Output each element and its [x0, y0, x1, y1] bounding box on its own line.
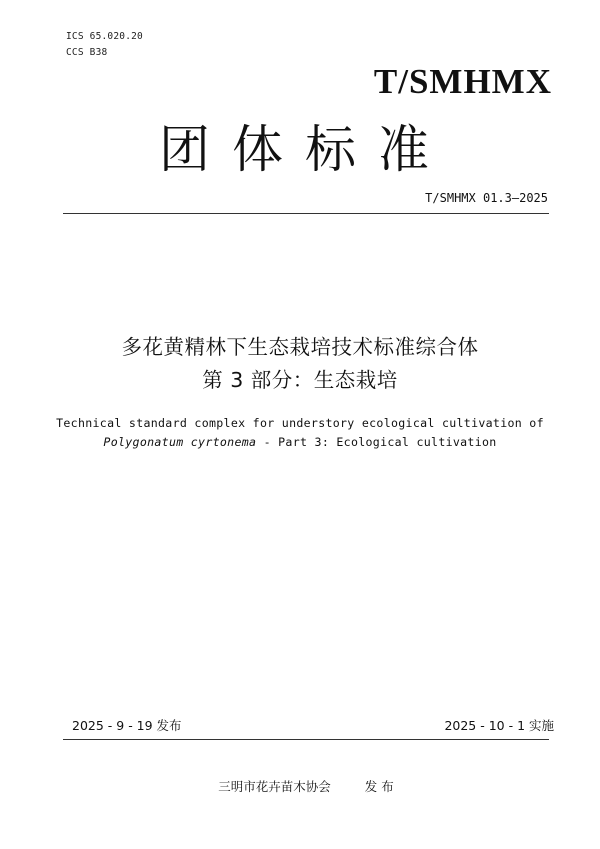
english-title-line-1: Technical standard complex for understory ecological cultivation of — [56, 416, 544, 430]
species-name: Polygonatum cyrtonema — [103, 435, 257, 449]
publisher-line — [0, 777, 600, 795]
standard-number: T/SMHMX 01.3—2025 — [425, 191, 548, 205]
english-title-line-2 — [0, 435, 600, 449]
ics-code: ICS 65.020.20 — [66, 31, 143, 42]
chinese-title-line-1: 多花黄精林下生态栽培技术标准综合体 — [121, 335, 479, 359]
publish-word: 发 布 — [364, 779, 394, 794]
chinese-title-line-2: 第 3 部分：生态栽培 — [202, 368, 398, 392]
standard-type-title: 团体标准 — [158, 121, 451, 180]
bottom-divider — [63, 739, 549, 740]
publish-date: 2025 - 9 - 19 发布 — [72, 718, 182, 733]
organization-code: T/SMHMX — [373, 62, 552, 101]
publisher-name: 三明市花卉苗木协会 — [218, 779, 331, 794]
implement-date: 2025 - 10 - 1 实施 — [444, 718, 554, 733]
ccs-code: CCS B38 — [66, 47, 108, 58]
english-title-part: - Part 3: Ecological cultivation — [256, 435, 497, 449]
top-divider — [63, 213, 549, 214]
